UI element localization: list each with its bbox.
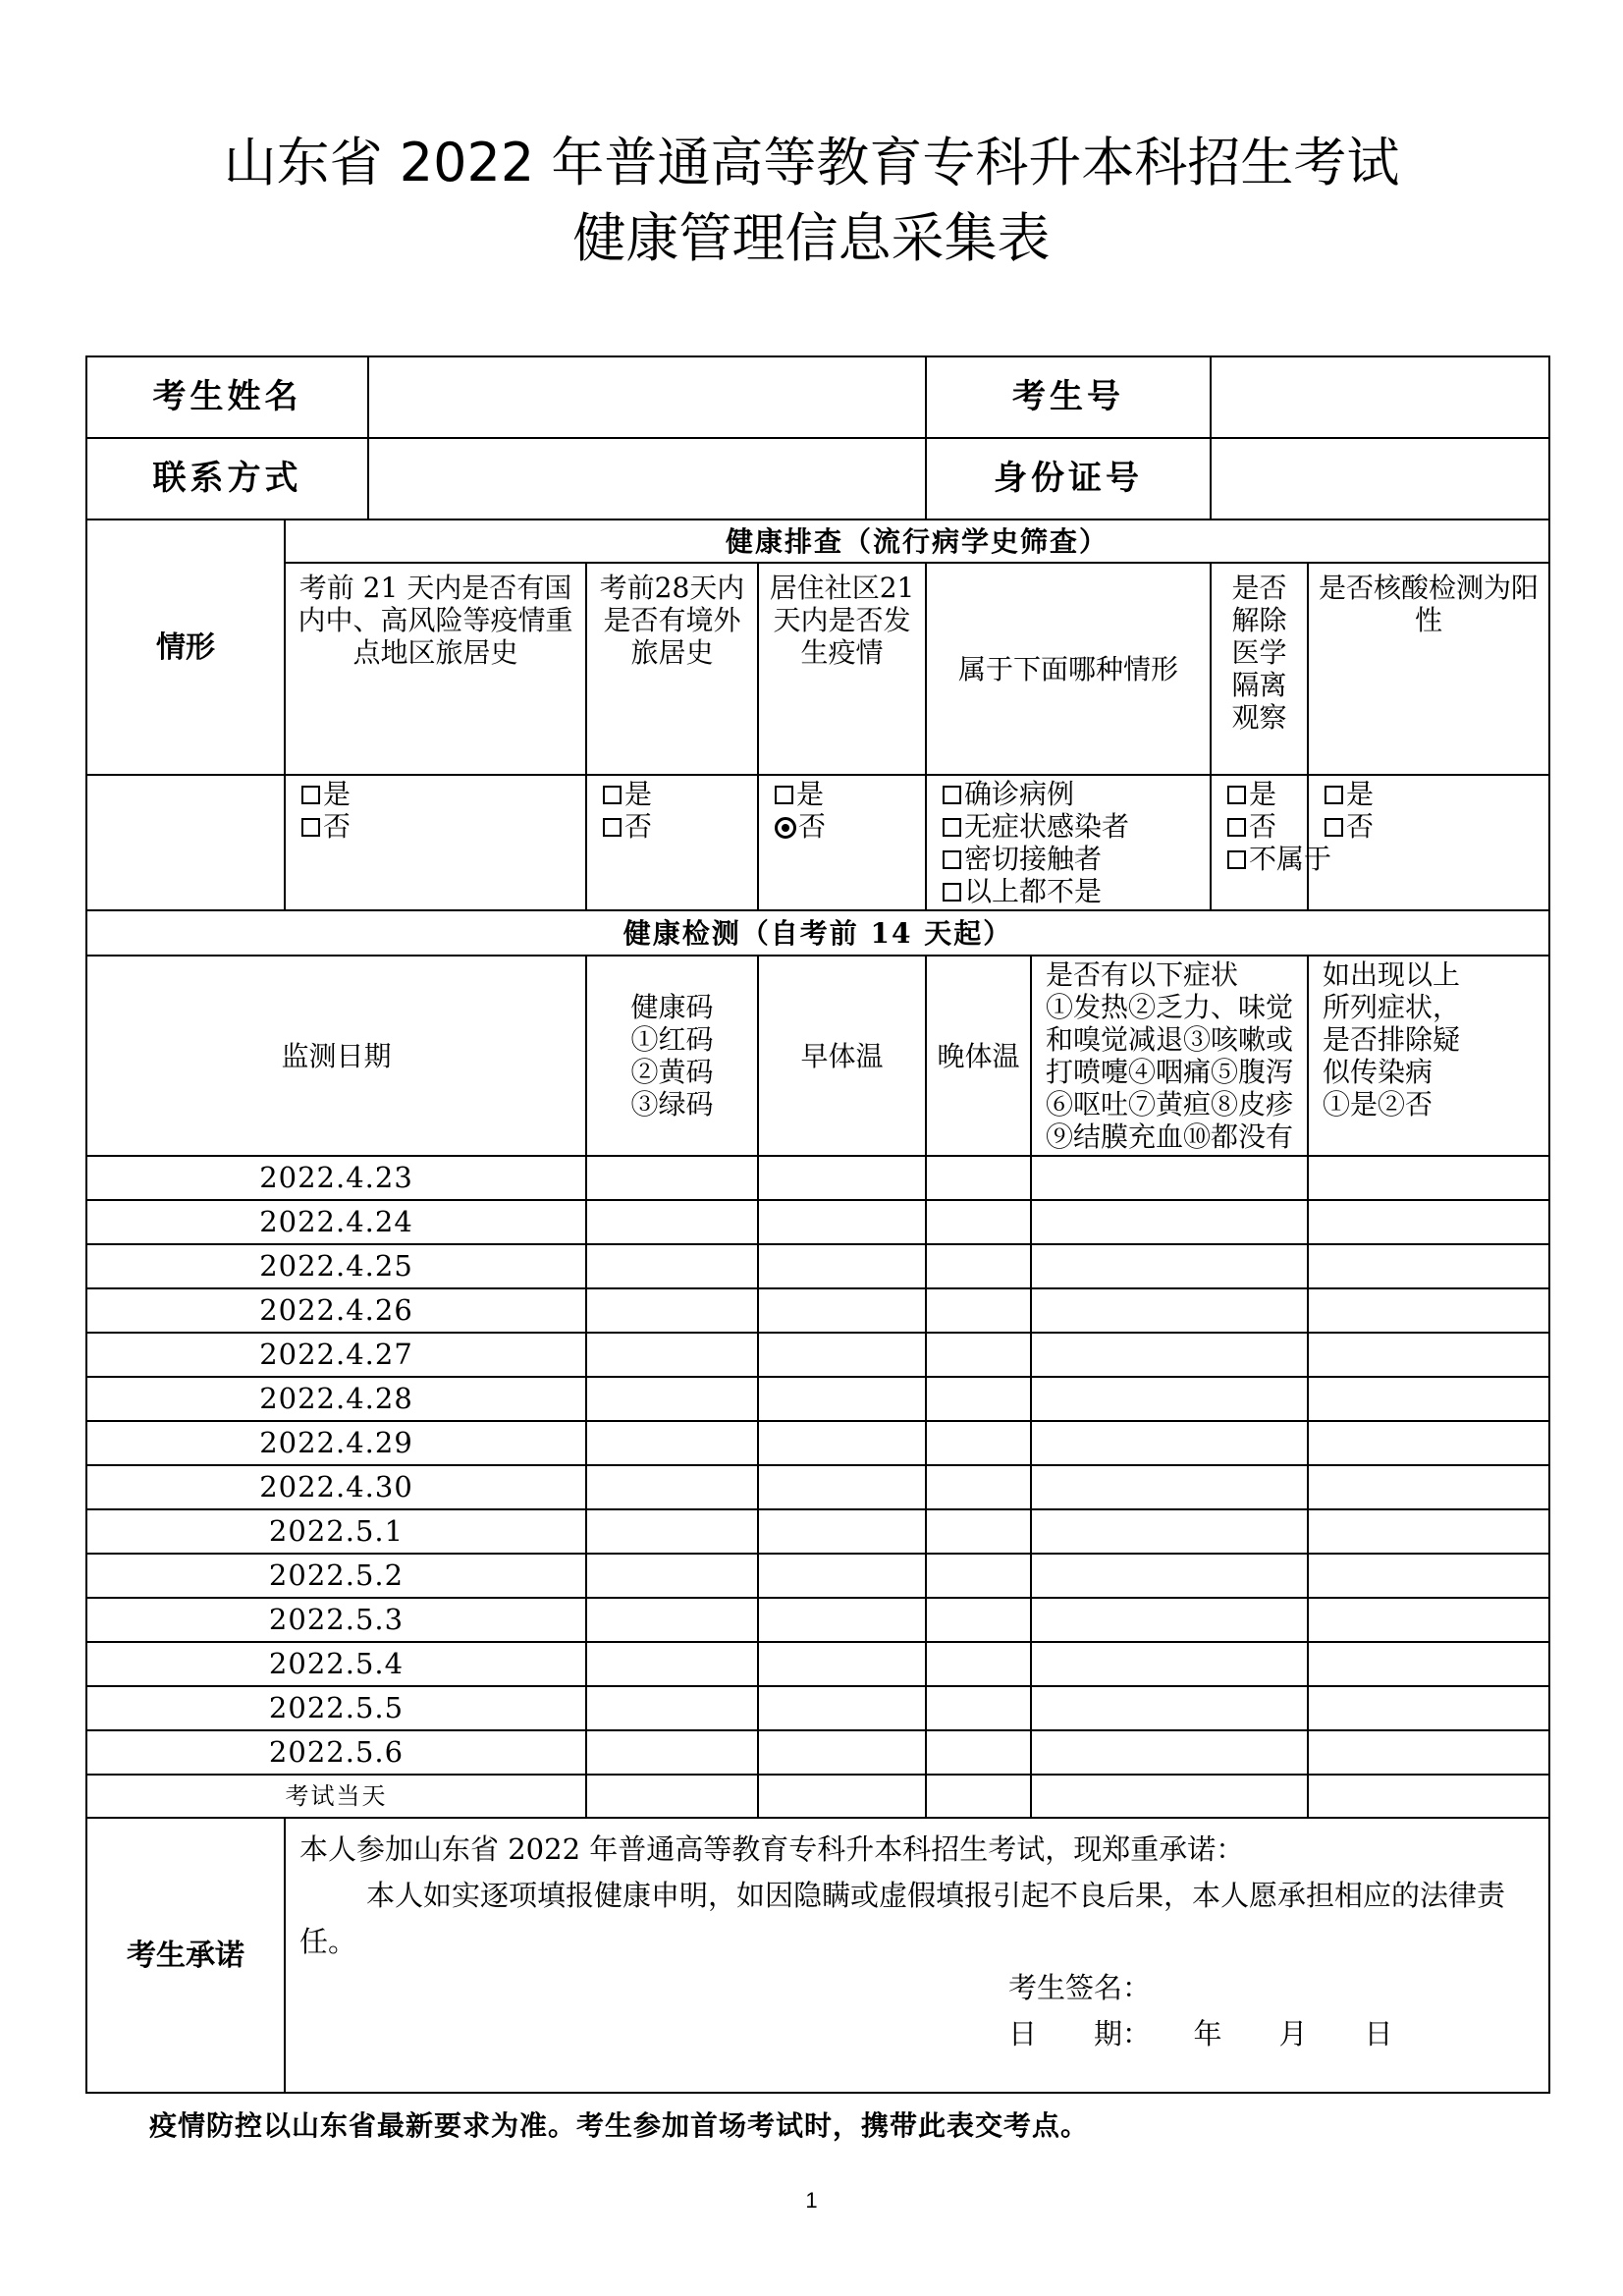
exclude-cell[interactable]: [1308, 1509, 1549, 1554]
checkbox-close-contact[interactable]: 密切接触者: [943, 843, 1194, 875]
exam-day-exclude[interactable]: [1308, 1775, 1549, 1818]
checkbox-community-yes[interactable]: 是: [775, 778, 909, 810]
symptoms-cell[interactable]: [1031, 1686, 1308, 1730]
checkbox-icon: [943, 850, 961, 869]
checkbox-icon: [1227, 818, 1246, 837]
health-code-cell[interactable]: [586, 1156, 758, 1200]
evening-temp-cell[interactable]: [926, 1465, 1031, 1509]
checkbox-domestic-no[interactable]: 否: [301, 810, 569, 843]
exclude-cell[interactable]: [1308, 1598, 1549, 1642]
name-field[interactable]: [368, 356, 926, 438]
exclude-cell[interactable]: [1308, 1156, 1549, 1200]
health-code-cell[interactable]: [586, 1554, 758, 1598]
health-code-cell[interactable]: [586, 1288, 758, 1333]
monitoring-row: [86, 1642, 1549, 1686]
health-code-cell[interactable]: [586, 1421, 758, 1465]
monitoring-row: [86, 1288, 1549, 1333]
options-community: [758, 775, 926, 910]
monitoring-row: [86, 1554, 1549, 1598]
promise-line-2: 本人如实逐项填报健康申明，如因隐瞒或虚假填报引起不良后果，本人愿承担相应的法律责任。: [299, 1879, 1506, 1958]
checkbox-icon: [943, 786, 961, 804]
monitor-date: 2022.5.3: [86, 1598, 586, 1642]
signature-date[interactable]: 日 期： 年 月 日: [1008, 2017, 1393, 2050]
checkbox-icon: [1227, 850, 1246, 869]
monitoring-rows: [86, 1156, 1549, 1775]
radio-selected-icon: [775, 817, 796, 839]
symptoms-cell[interactable]: [1031, 1200, 1308, 1244]
info-form-table: [85, 355, 1550, 2094]
checkbox-icon: [1325, 786, 1343, 804]
monitor-date: 2022.5.4: [86, 1642, 586, 1686]
monitoring-row: [86, 1156, 1549, 1200]
checkbox-quarantine-yes[interactable]: 是: [1227, 778, 1291, 810]
monitor-date: 2022.4.26: [86, 1288, 586, 1333]
checkbox-icon: [1227, 786, 1246, 804]
checkbox-confirmed-case[interactable]: 确诊病例: [943, 778, 1194, 810]
monitor-date: 2022.4.30: [86, 1465, 586, 1509]
exclude-cell[interactable]: [1308, 1421, 1549, 1465]
options-spacer: [86, 775, 285, 910]
id-label: 身份证号: [926, 438, 1211, 519]
monitor-header-exclude: 如出现以上 所列症状， 是否排除疑 似传染病 ①是②否: [1308, 956, 1549, 1156]
health-code-cell[interactable]: [586, 1200, 758, 1244]
contact-label: 联系方式: [86, 438, 368, 519]
evening-temp-cell[interactable]: [926, 1244, 1031, 1288]
evening-temp-cell[interactable]: [926, 1200, 1031, 1244]
evening-temp-cell[interactable]: [926, 1333, 1031, 1377]
morning-temp-cell[interactable]: [758, 1288, 926, 1333]
checkbox-abroad-yes[interactable]: 是: [603, 778, 741, 810]
symptoms-cell[interactable]: [1031, 1421, 1308, 1465]
options-nucleic: [1308, 775, 1549, 910]
options-category: [926, 775, 1211, 910]
document-subtitle: 健康管理信息采集表: [572, 207, 1051, 269]
monitoring-row: [86, 1333, 1549, 1377]
monitoring-row: [86, 1465, 1549, 1509]
exam-day-label: 考试当天: [86, 1775, 586, 1818]
morning-temp-cell[interactable]: [758, 1554, 926, 1598]
checkbox-icon: [943, 818, 961, 837]
symptoms-cell[interactable]: [1031, 1244, 1308, 1288]
exclude-cell[interactable]: [1308, 1554, 1549, 1598]
page-number: 1: [805, 2188, 818, 2213]
monitor-header-morning-temp: 早体温: [758, 956, 926, 1156]
evening-temp-cell[interactable]: [926, 1686, 1031, 1730]
monitor-date: 2022.5.2: [86, 1554, 586, 1598]
morning-temp-cell[interactable]: [758, 1509, 926, 1554]
evening-temp-cell[interactable]: [926, 1421, 1031, 1465]
checkbox-nucleic-no[interactable]: 否: [1325, 810, 1533, 843]
morning-temp-cell[interactable]: [758, 1421, 926, 1465]
checkbox-icon: [301, 818, 320, 837]
symptoms-cell[interactable]: [1031, 1288, 1308, 1333]
exclude-cell[interactable]: [1308, 1642, 1549, 1686]
symptoms-cell[interactable]: [1031, 1333, 1308, 1377]
morning-temp-cell[interactable]: [758, 1333, 926, 1377]
health-code-cell[interactable]: [586, 1333, 758, 1377]
options-abroad: [586, 775, 758, 910]
evening-temp-cell[interactable]: [926, 1598, 1031, 1642]
contact-field[interactable]: [368, 438, 926, 519]
screening-header-nucleic: 是否核酸检测为阳性: [1308, 563, 1549, 775]
monitoring-row: [86, 1421, 1549, 1465]
screening-header-abroad: 考前28天内是否有境外旅居史: [586, 563, 758, 775]
symptoms-cell[interactable]: [1031, 1509, 1308, 1554]
morning-temp-cell[interactable]: [758, 1686, 926, 1730]
monitoring-row: [86, 1377, 1549, 1421]
evening-temp-cell[interactable]: [926, 1288, 1031, 1333]
exam-day-evening[interactable]: [926, 1775, 1031, 1818]
checkbox-abroad-no[interactable]: 否: [603, 810, 741, 843]
screening-header-domestic: 考前 21 天内是否有国内中、高风险等疫情重点地区旅居史: [285, 563, 586, 775]
monitor-date: 2022.5.6: [86, 1730, 586, 1775]
monitor-header-symptoms: 是否有以下症状 ①发热②乏力、味觉 和嗅觉减退③咳嗽或 打喷嚏④咽痛⑤腹泻 ⑥呕吐⑦黄疸⑧皮疹 ⑨结膜充血⑩都没有: [1031, 956, 1308, 1156]
screening-header-community: 居住社区21天内是否发生疫情: [758, 563, 926, 775]
situation-label: 情形: [86, 519, 285, 775]
evening-temp-cell[interactable]: [926, 1730, 1031, 1775]
monitoring-row: [86, 1730, 1549, 1775]
exclude-cell[interactable]: [1308, 1377, 1549, 1421]
checkbox-icon: [301, 786, 320, 804]
evening-temp-cell[interactable]: [926, 1554, 1031, 1598]
exam-day-symptoms[interactable]: [1031, 1775, 1308, 1818]
exclude-cell[interactable]: [1308, 1200, 1549, 1244]
footer-note: 疫情防控以山东省最新要求为准。考生参加首场考试时，携带此表交考点。: [149, 2109, 1090, 2142]
checkbox-domestic-yes[interactable]: 是: [301, 778, 569, 810]
symptoms-cell[interactable]: [1031, 1730, 1308, 1775]
evening-temp-cell[interactable]: [926, 1156, 1031, 1200]
monitor-date: 2022.5.1: [86, 1509, 586, 1554]
document-title: 山东省 2022 年普通高等教育专科升本科招生考试: [223, 132, 1400, 193]
exclude-cell[interactable]: [1308, 1288, 1549, 1333]
monitor-date: 2022.4.25: [86, 1244, 586, 1288]
promise-line-1: 本人参加山东省 2022 年普通高等教育专科升本科招生考试，现郑重承诺：: [299, 1832, 1245, 1866]
exam-no-field[interactable]: [1211, 356, 1549, 438]
monitor-date: 2022.4.23: [86, 1156, 586, 1200]
monitor-header-health-code: 健康码 ①红码 ②黄码 ③绿码: [586, 956, 758, 1156]
health-code-cell[interactable]: [586, 1730, 758, 1775]
checkbox-icon: [943, 883, 961, 902]
health-code-cell[interactable]: [586, 1244, 758, 1288]
evening-temp-cell[interactable]: [926, 1642, 1031, 1686]
symptoms-cell[interactable]: [1031, 1642, 1308, 1686]
radio-community-no-selected[interactable]: 否: [775, 810, 909, 843]
checkbox-none-of-above[interactable]: 以上都不是: [943, 875, 1194, 907]
checkbox-quarantine-na[interactable]: 不属于: [1227, 843, 1291, 875]
monitor-date: 2022.4.27: [86, 1333, 586, 1377]
morning-temp-cell[interactable]: [758, 1598, 926, 1642]
exclude-cell[interactable]: [1308, 1686, 1549, 1730]
checkbox-nucleic-yes[interactable]: 是: [1325, 778, 1533, 810]
monitoring-row: [86, 1686, 1549, 1730]
health-code-cell[interactable]: [586, 1686, 758, 1730]
checkbox-icon: [603, 786, 622, 804]
morning-temp-cell[interactable]: [758, 1244, 926, 1288]
checkbox-icon: [1325, 818, 1343, 837]
evening-temp-cell[interactable]: [926, 1377, 1031, 1421]
monitor-date: 2022.5.5: [86, 1686, 586, 1730]
morning-temp-cell[interactable]: [758, 1200, 926, 1244]
exclude-cell[interactable]: [1308, 1244, 1549, 1288]
monitoring-row: [86, 1244, 1549, 1288]
screening-header-category: 属于下面哪种情形: [926, 563, 1211, 775]
monitor-header-evening-temp: 晚体温: [926, 956, 1031, 1156]
monitor-date: 2022.4.29: [86, 1421, 586, 1465]
monitoring-row: [86, 1200, 1549, 1244]
exam-day-morning[interactable]: [758, 1775, 926, 1818]
promise-label: 考生承诺: [86, 1818, 285, 2093]
health-code-cell[interactable]: [586, 1465, 758, 1509]
health-code-cell[interactable]: [586, 1598, 758, 1642]
monitoring-row: [86, 1509, 1549, 1554]
symptoms-cell[interactable]: [1031, 1554, 1308, 1598]
symptoms-cell[interactable]: [1031, 1156, 1308, 1200]
signature-label[interactable]: 考生签名：: [1008, 1971, 1152, 2004]
checkbox-icon: [603, 818, 622, 837]
health-code-cell[interactable]: [586, 1642, 758, 1686]
morning-temp-cell[interactable]: [758, 1730, 926, 1775]
health-code-cell[interactable]: [586, 1509, 758, 1554]
monitoring-section-title: 健康检测（自考前 14 天起）: [86, 910, 1549, 956]
promise-content: [285, 1818, 1549, 2093]
morning-temp-cell[interactable]: [758, 1642, 926, 1686]
checkbox-quarantine-no[interactable]: 否: [1227, 810, 1291, 843]
monitoring-row: [86, 1598, 1549, 1642]
exclude-cell[interactable]: [1308, 1465, 1549, 1509]
evening-temp-cell[interactable]: [926, 1509, 1031, 1554]
exam-no-label: 考生号: [926, 356, 1211, 438]
monitor-date: 2022.4.28: [86, 1377, 586, 1421]
morning-temp-cell[interactable]: [758, 1156, 926, 1200]
symptoms-cell[interactable]: [1031, 1377, 1308, 1421]
id-field[interactable]: [1211, 438, 1549, 519]
checkbox-asymptomatic[interactable]: 无症状感染者: [943, 810, 1194, 843]
screening-section-title: 健康排查（流行病学史筛查）: [285, 519, 1549, 563]
checkbox-icon: [775, 786, 793, 804]
symptoms-cell[interactable]: [1031, 1598, 1308, 1642]
screening-header-quarantine: 是否解除医学隔离观察: [1211, 563, 1308, 775]
options-quarantine: [1211, 775, 1332, 910]
options-domestic: [285, 775, 586, 910]
symptoms-cell[interactable]: [1031, 1465, 1308, 1509]
monitor-date: 2022.4.24: [86, 1200, 586, 1244]
exclude-cell[interactable]: [1308, 1333, 1549, 1377]
exclude-cell[interactable]: [1308, 1730, 1549, 1775]
health-code-cell[interactable]: [586, 1377, 758, 1421]
monitor-header-date: 监测日期: [86, 956, 586, 1156]
morning-temp-cell[interactable]: [758, 1377, 926, 1421]
morning-temp-cell[interactable]: [758, 1465, 926, 1509]
exam-day-code[interactable]: [586, 1775, 758, 1818]
name-label: 考生姓名: [86, 356, 368, 438]
